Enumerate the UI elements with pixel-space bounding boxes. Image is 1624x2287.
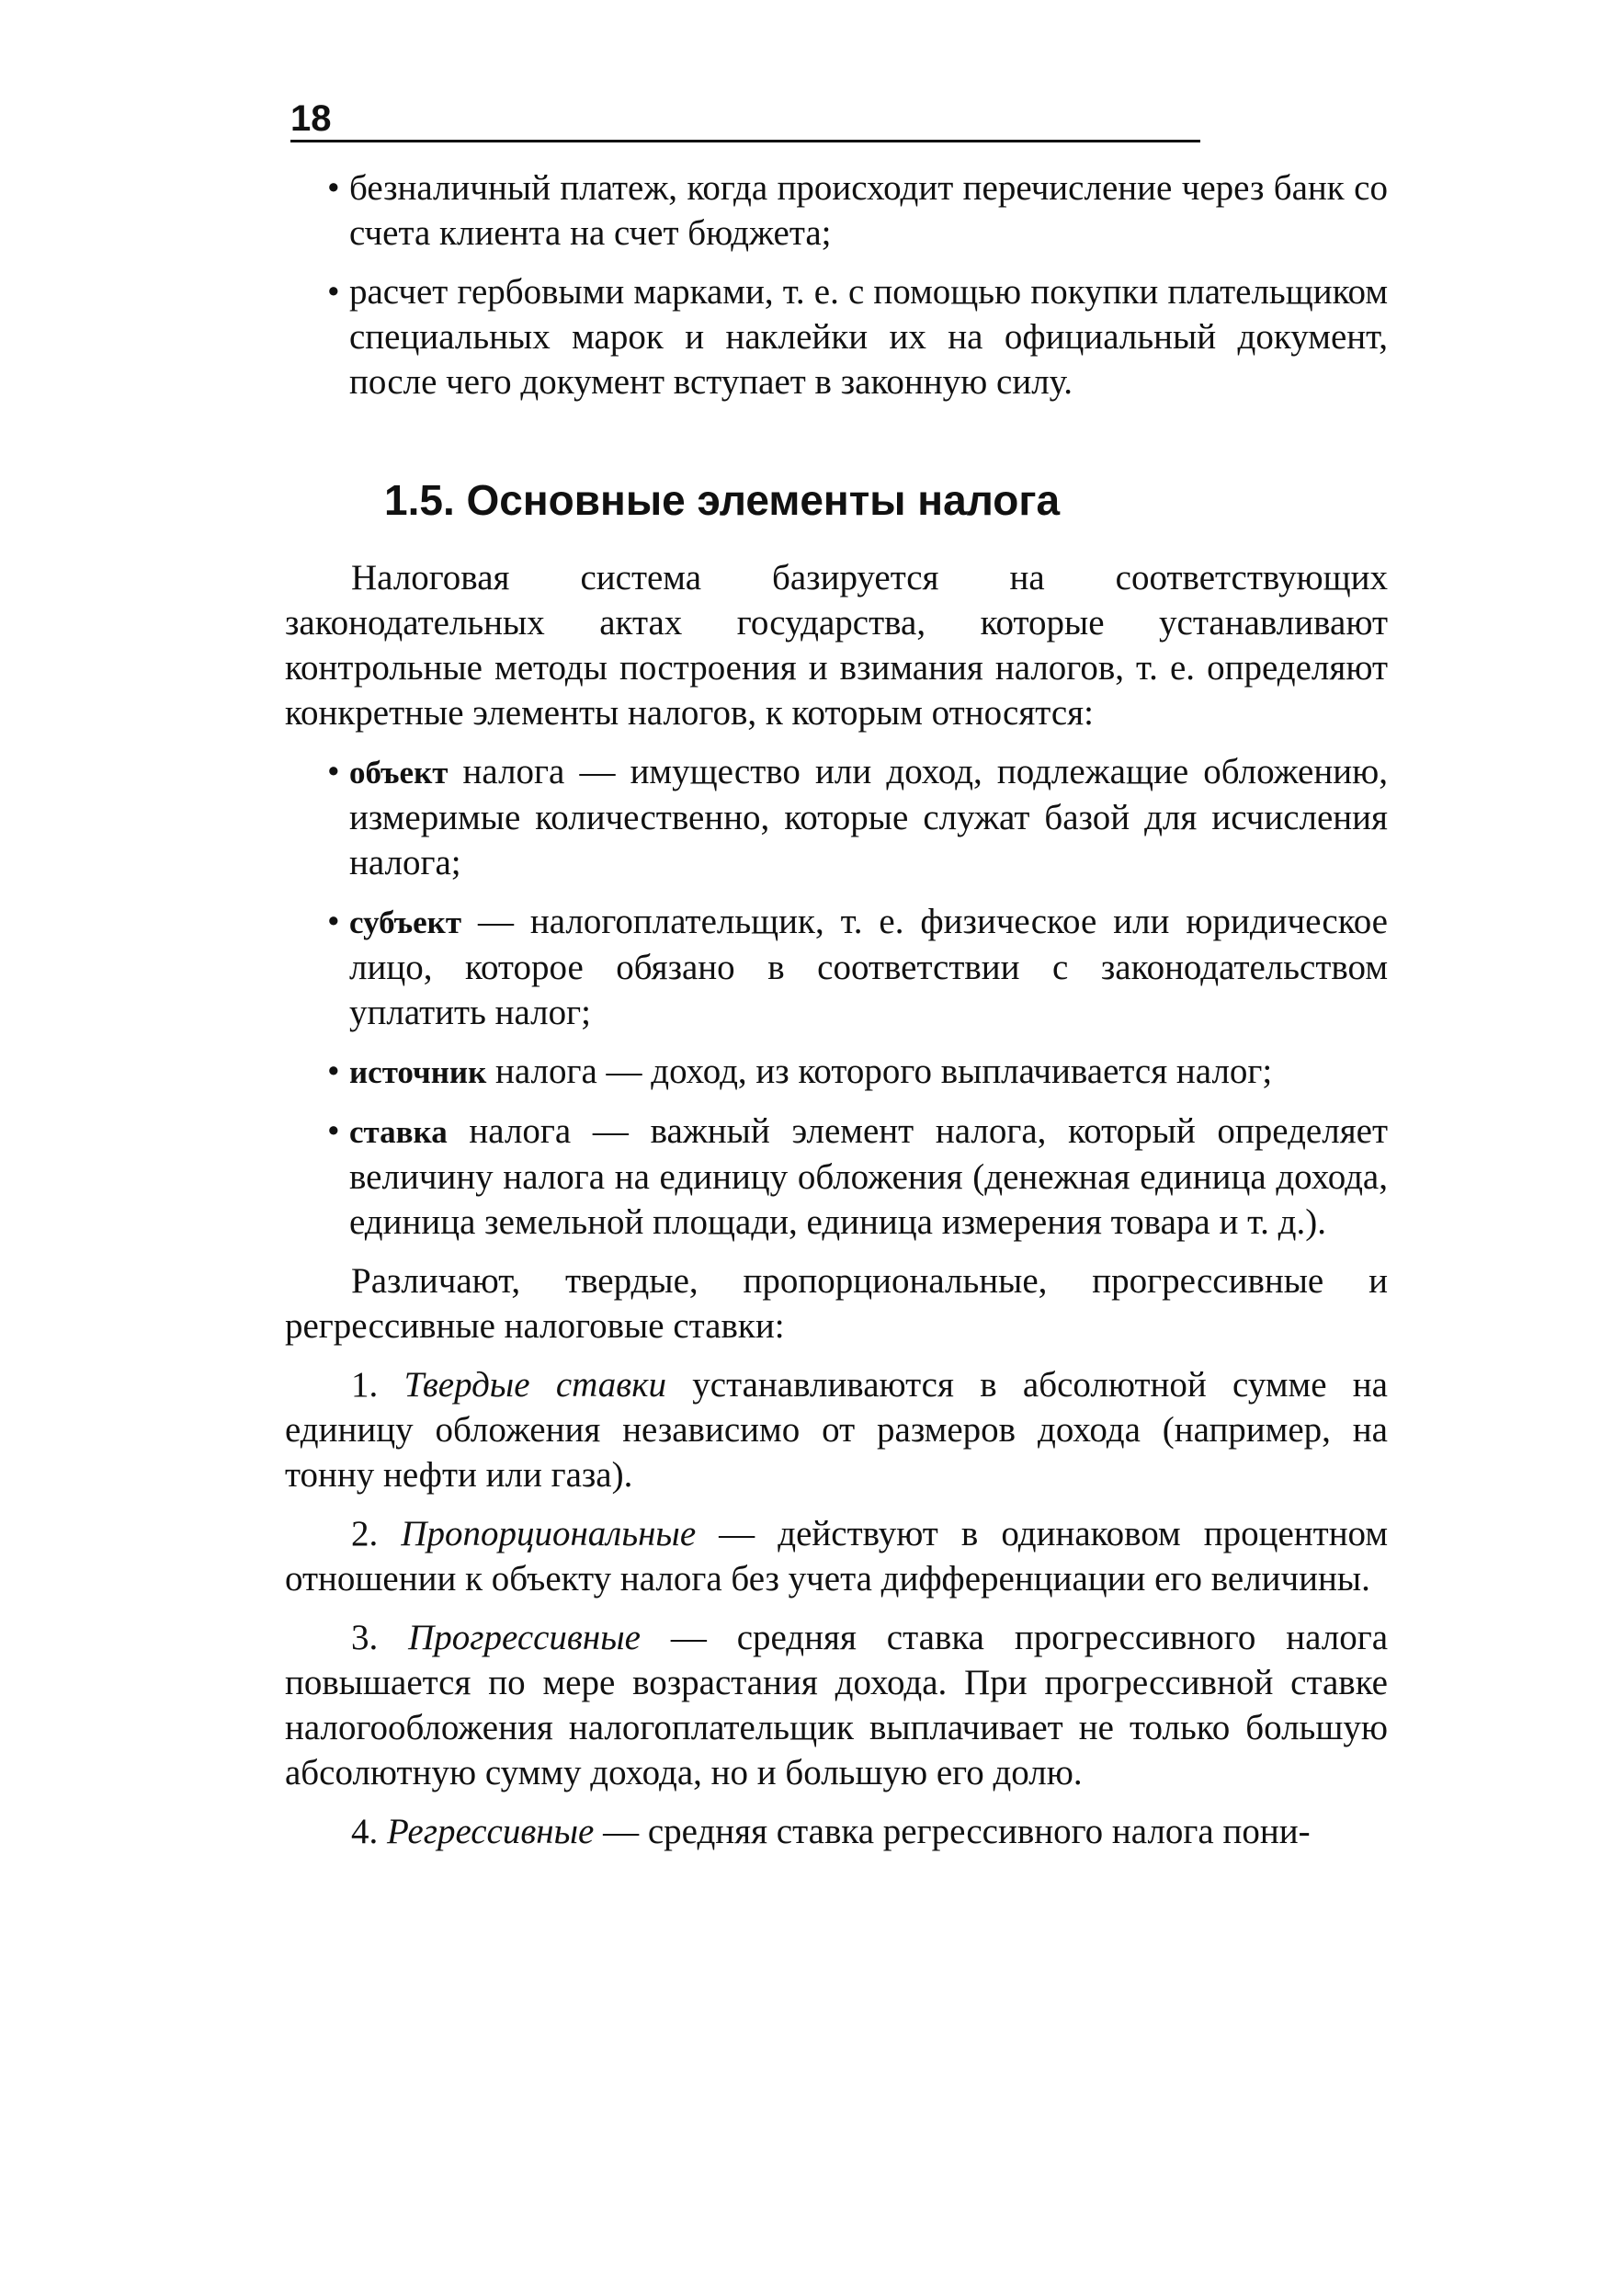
rate-term: Пропорциональные	[401, 1514, 697, 1553]
bullet-icon: •	[327, 272, 340, 312]
element-term: ставка	[349, 1114, 448, 1150]
rate-number: 2.	[351, 1514, 402, 1553]
page-header	[290, 92, 1200, 142]
rate-paragraph	[285, 1362, 1388, 1497]
bullet-icon: •	[327, 902, 340, 941]
list-item-text: расчет гербовыми марками, т. е. с помощью покупки плательщиком специальных марок и наклейки их на официальный документ, после чего документ вступает в законную силу.	[349, 272, 1388, 402]
rate-term: Твердые ставки	[403, 1365, 666, 1405]
list-item	[285, 1109, 1388, 1245]
bullet-icon: •	[327, 1111, 340, 1151]
bullet-icon: •	[327, 168, 340, 208]
list-item	[285, 899, 1388, 1035]
rate-number: 4.	[351, 1812, 387, 1851]
rate-text: — действуют в одинаковом процентном отношении к объекту налога без учета дифференциации его величины.	[285, 1514, 1388, 1599]
page-number: 18	[290, 98, 332, 139]
rate-number: 1.	[351, 1365, 404, 1405]
rate-paragraph	[285, 1511, 1388, 1601]
rate-paragraph	[285, 1615, 1388, 1795]
element-term: субъект	[349, 905, 462, 940]
rate-term: Прогрессивные	[408, 1618, 641, 1657]
rates-intro: Различают, твердые, пропорциональные, прогрессивные и регрессивные налоговые ставки:	[285, 1261, 1388, 1346]
rate-text: — средняя ставка регрессивного налога пони-	[594, 1812, 1311, 1851]
rate-text: устанавливаются в абсолютной сумме на единицу обложения независимо от размеров дохода (например, на тонну нефти или газа).	[285, 1365, 1388, 1495]
list-item	[285, 269, 1388, 404]
rate-term: Регрессивные	[387, 1812, 595, 1851]
section-title: 1.5. Основные элементы налога	[384, 476, 1061, 524]
element-text: налога — имущество или доход, подлежащие обложению, измеримые количественно, которые служат базой для исчисления налога;	[349, 752, 1388, 882]
list-item	[285, 1049, 1388, 1095]
list-item-text: безналичный платеж, когда происходит перечисление через банк со счета клиента на счет бюджета;	[349, 168, 1388, 253]
element-text: налога — доход, из которого выплачивается налог;	[486, 1052, 1273, 1091]
bullet-icon: •	[327, 1052, 340, 1091]
element-text: — налогоплательщик, т. е. физическое или юридическое лицо, которое обязано в соответствии с законодательством уплатить налог;	[349, 902, 1388, 1032]
element-term: объект	[349, 755, 449, 791]
bullet-icon: •	[327, 752, 340, 791]
section-intro: Налоговая система базируется на соответствующих законодательных актах государства, которые устанавливают контрольные методы построения и взимания налогов, т. е. определяют конкретные элементы налогов, к которым относятся:	[285, 558, 1388, 733]
rate-paragraph	[285, 1809, 1388, 1854]
rate-text: — средняя ставка прогрессивного налога повышается по мере возрастания дохода. При прогрессивной ставке налогообложения налогоплательщик выплачивает не только большую абсолютную сумму дохода, но и большую его долю.	[285, 1618, 1388, 1792]
rate-number: 3.	[351, 1618, 409, 1657]
element-term: источник	[349, 1054, 487, 1090]
list-item	[285, 165, 1388, 256]
list-item	[285, 749, 1388, 885]
page-content	[285, 165, 1388, 1868]
element-text: налога — важный элемент налога, который определяет величину налога на единицу обложения (денежная единица дохода, единица земельной площади, единица измерения товара и т. д.).	[349, 1111, 1388, 1242]
